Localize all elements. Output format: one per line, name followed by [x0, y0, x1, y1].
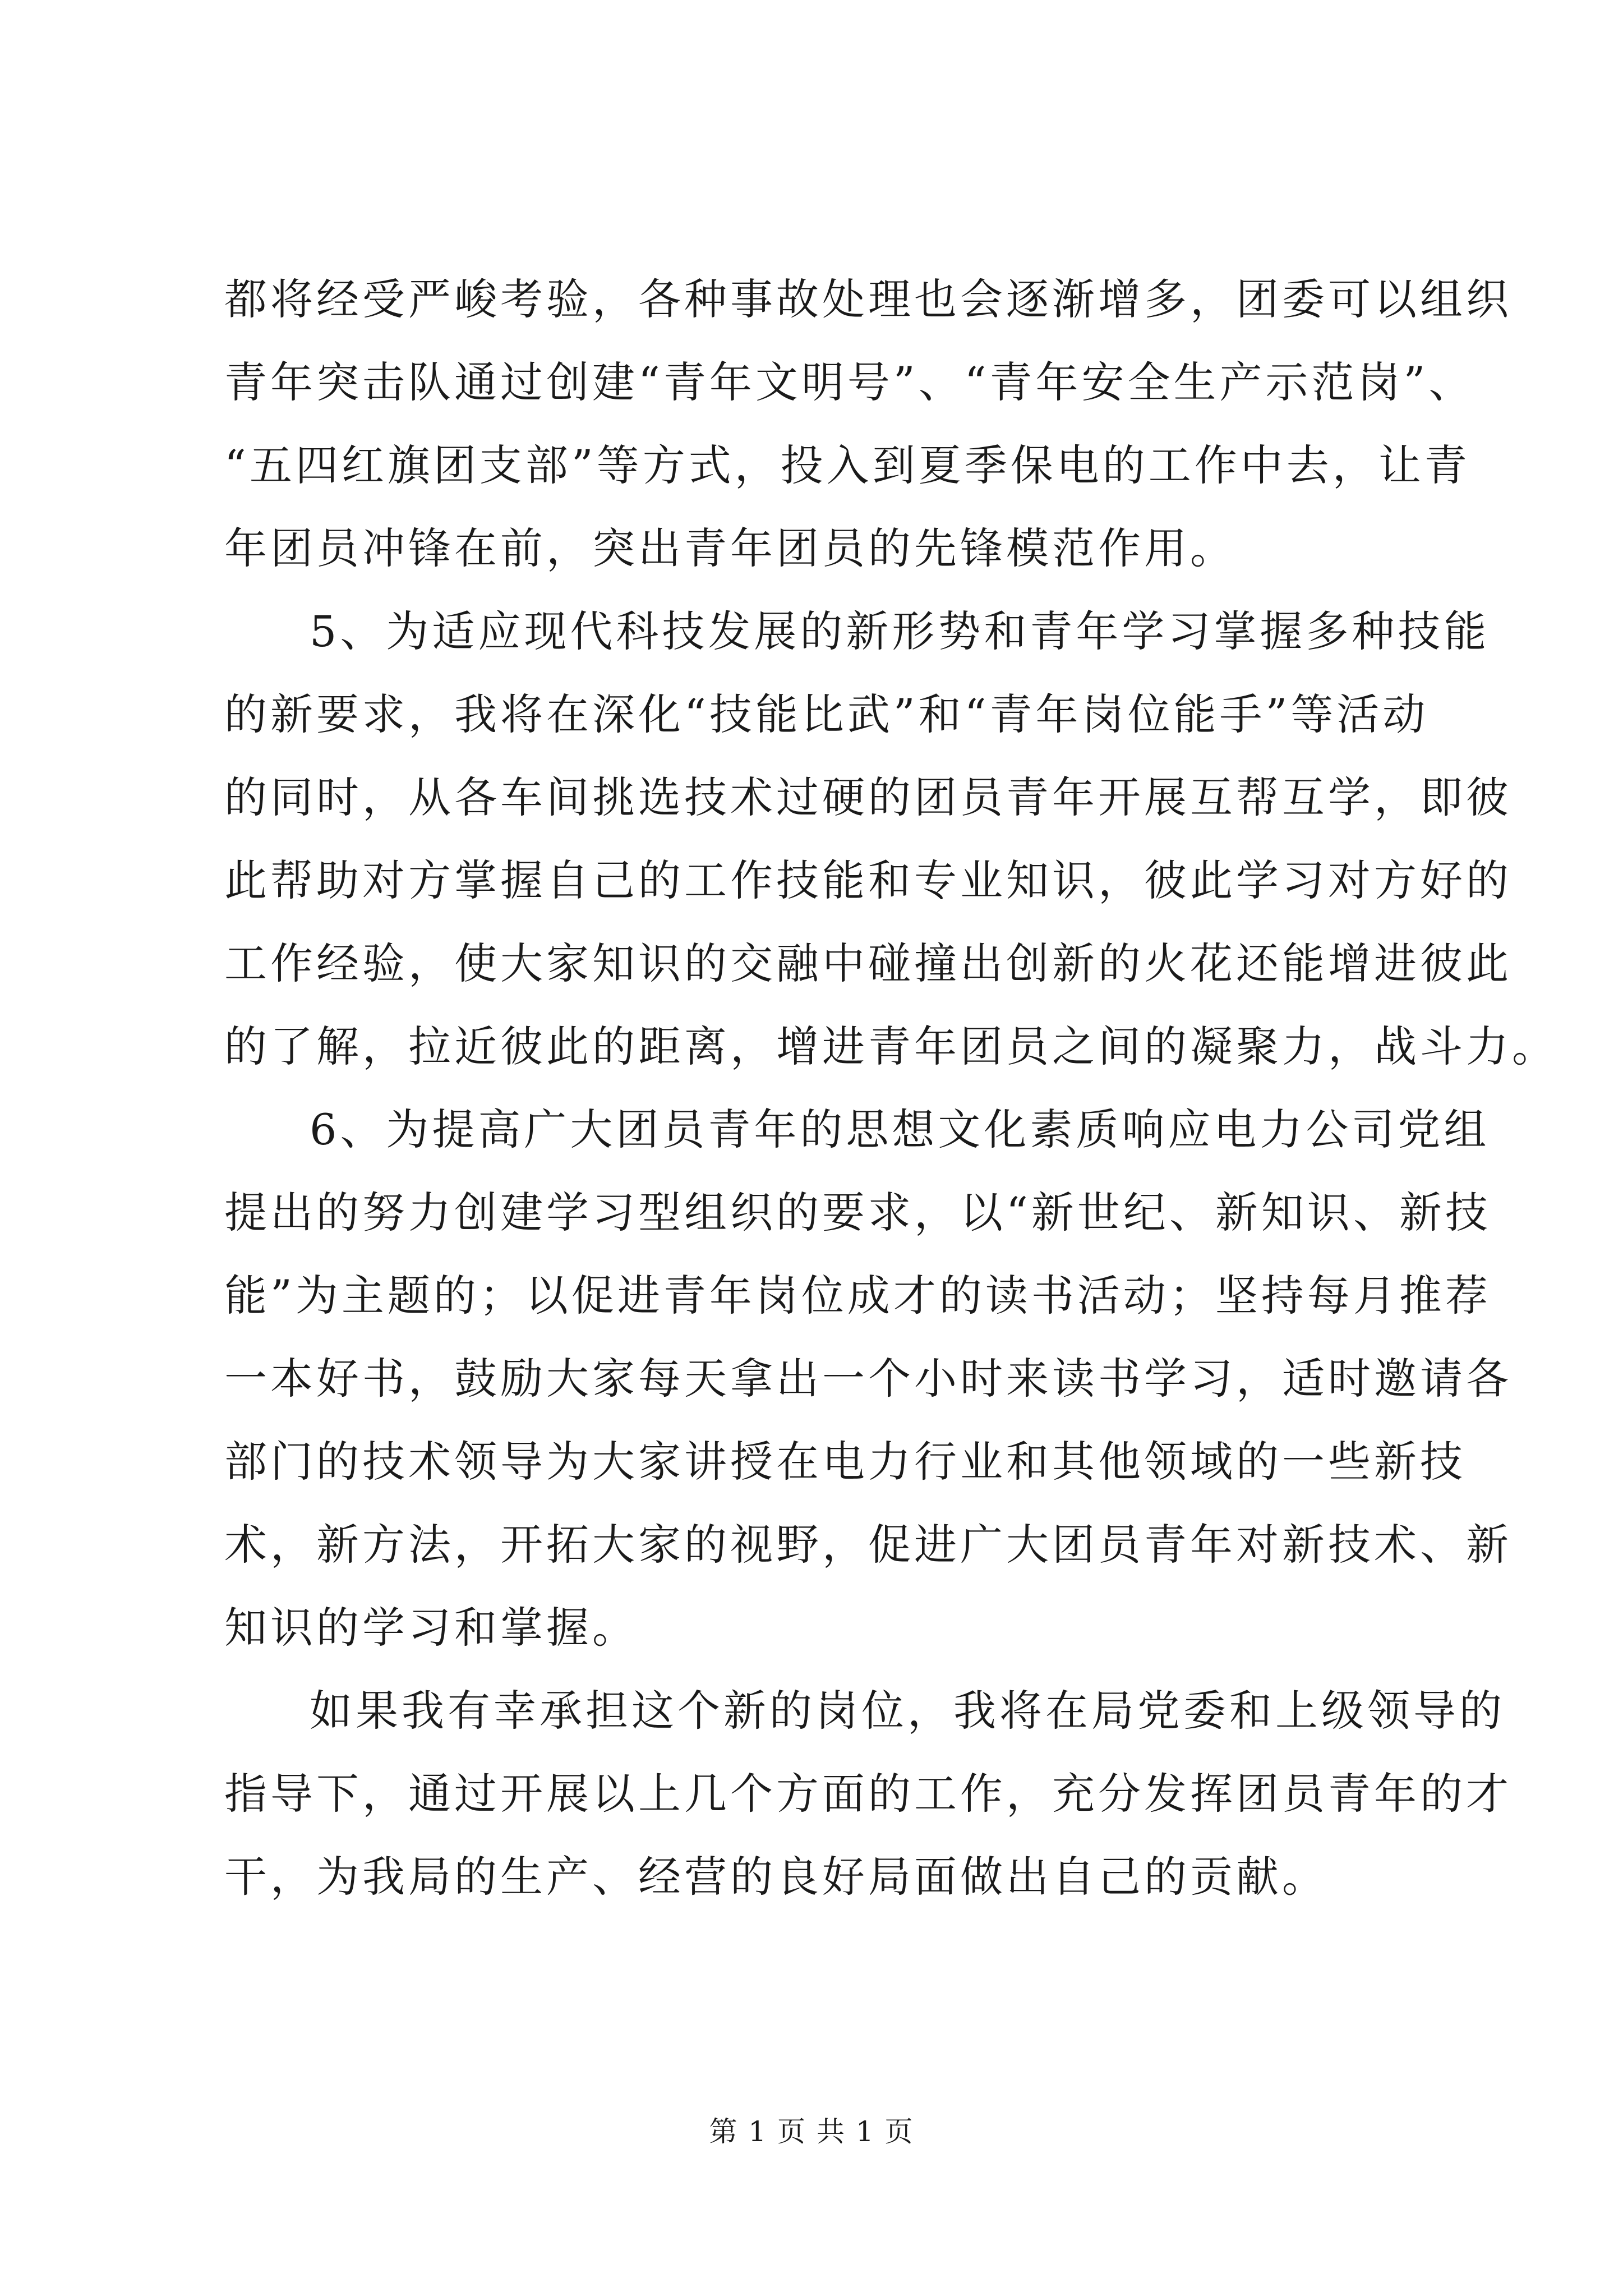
text-line: 一本好书，鼓励大家每天拿出一个小时来读书学习，适时邀请各	[224, 1354, 1512, 1404]
text-line: 工作经验，使大家知识的交融中碰撞出创新的火花还能增进彼此	[224, 938, 1512, 988]
text-line: 年团员冲锋在前，突出青年团员的先锋模范作用。	[224, 523, 1236, 573]
text-line: 指导下，通过开展以上几个方面的工作，充分发挥团员青年的才	[224, 1769, 1512, 1819]
text-line: 部门的技术领导为大家讲授在电力行业和其他领域的一些新技	[224, 1437, 1466, 1487]
text-line: 此帮助对方掌握自己的工作技能和专业知识，彼此学习对方好的	[224, 855, 1512, 905]
text-line: 的了解，拉近彼此的距离，增进青年团员之间的凝聚力，战斗力。	[224, 1022, 1558, 1071]
paragraph-5-first-line: 5、为适应现代科技发展的新形势和青年学习掌握多种技能	[310, 606, 1490, 656]
paragraph-6-first-line: 6、为提高广大团员青年的思想文化素质响应电力公司党组	[310, 1105, 1490, 1154]
page-footer: 第 1 页 共 1 页	[709, 2115, 914, 2148]
text-line: 提出的努力创建学习型组织的要求，以“新世纪、新知识、新技	[224, 1188, 1491, 1237]
text-line: 青年突击队通过创建“青年文明号”、“青年安全生产示范岗”、	[224, 357, 1475, 407]
text-line: 都将经受严峻考验，各种事故处理也会逐渐增多，团委可以组织	[224, 274, 1512, 324]
text-line: 干，为我局的生产、经营的良好局面做出自己的贡献。	[224, 1852, 1328, 1902]
text-line: 的同时，从各车间挑选技术过硬的团员青年开展互帮互学，即彼	[224, 772, 1512, 822]
text-line: “五四红旗团支部”等方式，投入到夏季保电的工作中去，让青	[224, 440, 1470, 490]
text-line: 知识的学习和掌握。	[224, 1603, 638, 1653]
text-line: 术，新方法，开拓大家的视野，促进广大团员青年对新技术、新	[224, 1520, 1512, 1570]
closing-paragraph-first-line: 如果我有幸承担这个新的岗位，我将在局党委和上级领导的	[310, 1686, 1505, 1736]
body-text	[224, 258, 1558, 1918]
text-line: 能”为主题的；以促进青年岗位成才的读书活动；坚持每月推荐	[224, 1271, 1491, 1320]
text-line: 的新要求，我将在深化“技能比武”和“青年岗位能手”等活动	[224, 689, 1429, 739]
